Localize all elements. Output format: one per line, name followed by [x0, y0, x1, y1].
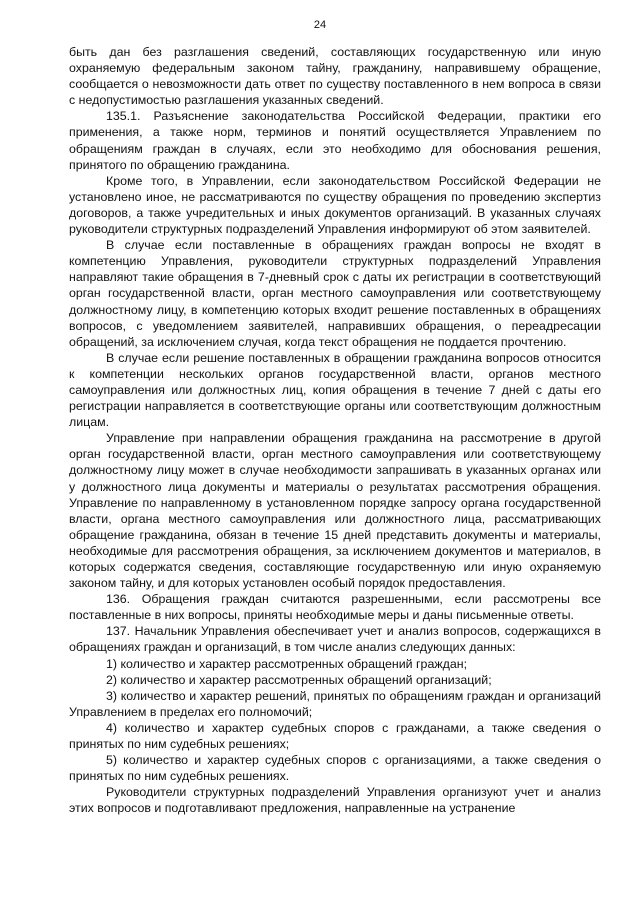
paragraph-continuation: быть дан без разглашения сведений, составляющих государственную или иную охраняемую федеральным законом тайну, гражданину, направившему обращение, сообщается о невозможности дать ответ по существу поставленного в нем вопроса в связи с недопустимостью разглашения указанных сведений. [69, 45, 601, 108]
paragraph: Руководители структурных подразделений Управления организуют учет и анализ этих вопросов и подготавливают предложения, направленные на устранение [69, 785, 601, 816]
document-body [69, 44, 601, 817]
paragraph: Кроме того, в Управлении, если законодательством Российской Федерации не установлено иное, не рассматриваются по существу обращения по проведению экспертиз договоров, а также учредительных и иных документов организаций. В указанных случаях руководители структурных подразделений Управления информируют об этом заявителей. [69, 173, 601, 237]
list-item: 1) количество и характер рассмотренных обращений граждан; [106, 656, 468, 671]
list-item: 4) количество и характер судебных споров с гражданами, а также сведения о принятых по ним судебных решениях; [69, 720, 601, 752]
list-item: 2) количество и характер рассмотренных обращений организаций; [106, 672, 492, 687]
list-item: 3) количество и характер решений, принятых по обращениям граждан и организаций Управлением в пределах его полномочий; [69, 688, 601, 719]
paragraph: В случае если решение поставленных в обращении гражданина вопросов относится к компетенции нескольких органов государственной власти, органов местного самоуправления или должностных лиц, копия обращения в течение 7 дней с даты его регистрации направляется в соответствующие органы или соответствующим должностным лицам. [69, 350, 601, 430]
list-item: 5) количество и характер судебных споров с организациями, а также сведения о принятых по ним судебных решениях. [69, 753, 601, 784]
paragraph-135-1: 135.1. Разъяснение законодательства Российской Федерации, практики его применения, а также норм, терминов и понятий осуществляется Управлением по обращениям граждан в случаях, если это необходимо для обоснования решения, принятого по обращению гражданина. [69, 109, 601, 172]
paragraph: В случае если поставленные в обращениях граждан вопросы не входят в компетенцию Управления, руководители структурных подразделений Управления направляют такие обращения в 7-дневный срок с даты их регистрации в соответствующий орган государственной власти, орган местного самоуправления или соответствующему должностному лицу, в компетенцию которых входит решение поставленных в обращениях вопросов, с уведомлением заявителей, направивших обращения, о переадресации обращений, за исключением случая, когда текст обращения не поддается прочтению. [69, 238, 601, 349]
paragraph-136: 136. Обращения граждан считаются разрешенными, если рассмотрены все поставленные в них вопросы, приняты необходимые меры и даны письменные ответы. [69, 592, 601, 623]
paragraph: Управление при направлении обращения гражданина на рассмотрение в другой орган государственной власти, орган местного самоуправления или соответствующему должностному лицу может в случае необходимости запрашивать в указанных органах или у должностного лица документы и материалы о результатах рассмотрения обращения. Управление по направленному в установленном порядке запросу органа государственной власти, органа местного самоуправления или должностного лица, рассматривающих обращение гражданина, обязан в течение 15 дней представить документы и материалы, необходимые для рассмотрения обращения, за исключением документов и материалов, в которых содержатся сведения, составляющие государственную или иную охраняемую законом тайну, и для которых установлен особый порядок предоставления. [69, 431, 601, 591]
page-number: 24 [313, 19, 327, 31]
paragraph-137: 137. Начальник Управления обеспечивает учет и анализ вопросов, содержащихся в обращениях граждан и организаций, в том числе анализ следующих данных: [69, 624, 601, 655]
